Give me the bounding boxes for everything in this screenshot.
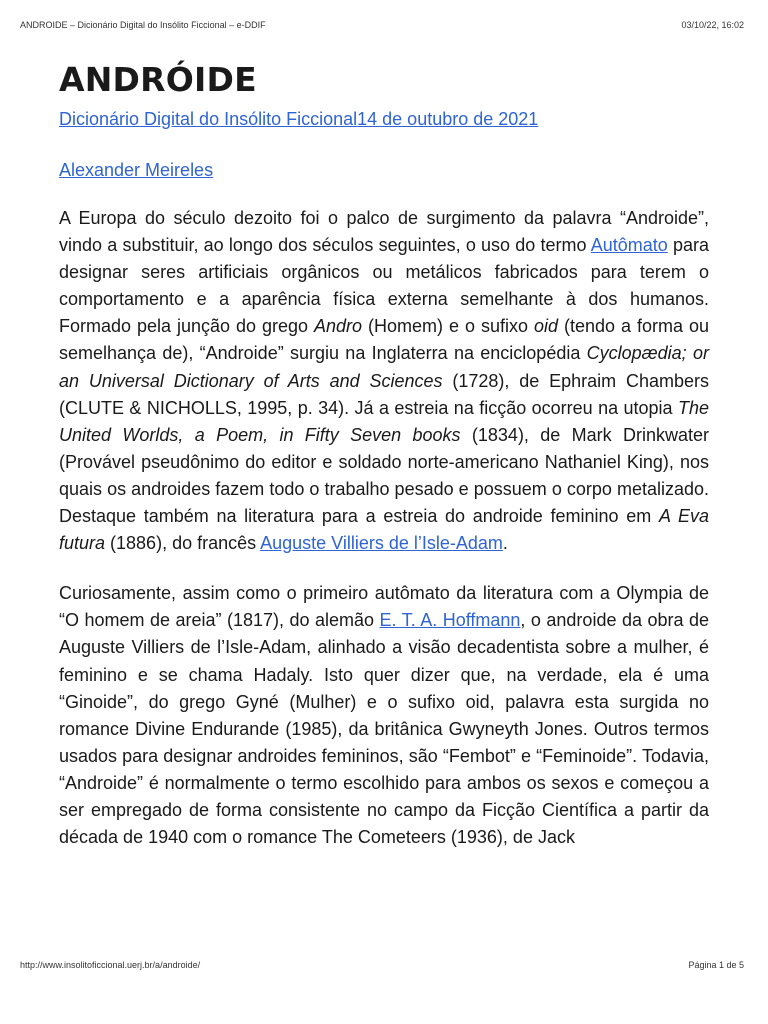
p1-text-7: (1886), do francês	[105, 533, 261, 554]
print-footer	[0, 960, 768, 980]
article-meta	[59, 106, 709, 132]
source-link[interactable]: Dicionário Digital do Insólito Ficcional	[59, 109, 358, 129]
oid-term: oid	[533, 316, 559, 337]
print-url: http://www.insolitoficcional.uerj.br/a/androide/	[20, 960, 201, 970]
eva-futura-title: A Eva futura	[59, 506, 710, 554]
p1-text-5: (1728), de Ephraim Chambers (CLUTE & NICHOLLS, 1995, p. 34). Já a estreia na ficção ocorreu na utopia	[59, 370, 709, 418]
cyclopaedia-title: Cyclopædia; or an Universal Dictionary of Arts and Sciences	[59, 343, 709, 391]
p1-text-4: (tendo a forma ou semelhança de), “Androide” surgiu na Inglaterra na enciclopédia	[59, 316, 709, 364]
paragraph-2	[59, 580, 709, 851]
author-line	[59, 157, 709, 183]
print-doc-title: ANDROIDE – Dicionário Digital do Insólito Ficcional – e-DDIF	[20, 20, 266, 30]
page-number: Página 1 de 5	[688, 960, 744, 970]
andro-term: Andro	[314, 316, 363, 337]
p1-text-1: A Europa do século dezoito foi o palco de surgimento da palavra “Androide”, vindo a substituir, ao longo dos séculos seguintes, o uso do termo	[59, 208, 709, 256]
hoffmann-link[interactable]: E. T. A. Hoffmann	[379, 610, 521, 631]
date-link[interactable]: 14 de outubro de 2021	[357, 109, 539, 129]
p2-text-2: , o androide da obra de Auguste Villiers de l’Isle-Adam, alinhado a visão decadentista sobre a mulher, é feminino e se chama Hadaly. Isto quer dizer que, na verdade, ela é uma “Ginoide”, do grego Gyné (Mulher) e o sufixo oid, palavra esta surgida no romance Divine Endurande (1985), da britânica Gwyneyth Jones. Outros termos usados para designar androides femininos, são “Fembot” e “Feminoide”. Todavia, “Androide” é normalmente o termo escolhido para ambos os sexos e começou a ser empregado de forma consistente no campo da Ficção Científica a partir da década de 1940 com o romance The Cometeers (1936), de Jack	[59, 610, 709, 848]
p1-text-6: (1834), de Mark Drinkwater (Provável pseudônimo do editor e soldado norte-americano Nathaniel King), nos quais os androides fazem todo o trabalho pesado e possuem o corpo metalizado. Destaque também na literatura para a estreia do androide feminino em	[59, 424, 710, 527]
p2-text-1: Curiosamente, assim como o primeiro autômato da literatura com a Olympia de “O homem de areia” (1817), do alemão	[59, 583, 709, 631]
article	[59, 58, 709, 851]
print-header	[0, 0, 768, 30]
united-worlds-title: The United Worlds, a Poem, in Fifty Seven books	[59, 397, 709, 445]
author-link[interactable]: Alexander Meireles	[59, 160, 214, 180]
p1-text-3: (Homem) e o sufixo	[362, 316, 534, 337]
automato-link[interactable]: Autômato	[590, 235, 668, 256]
p1-text-8: .	[502, 533, 508, 554]
page-title: ANDRÓIDE	[59, 60, 257, 99]
villiers-link[interactable]: Auguste Villiers de l’Isle-Adam	[260, 533, 503, 554]
p1-text-2: para designar seres artificiais orgânicos ou metálicos fabricados para terem o comportamento e a aparência física externa semelhante à dos humanos. Formado pela junção do grego	[59, 235, 709, 337]
paragraph-1	[59, 205, 709, 557]
print-datetime: 03/10/22, 16:02	[681, 20, 744, 30]
